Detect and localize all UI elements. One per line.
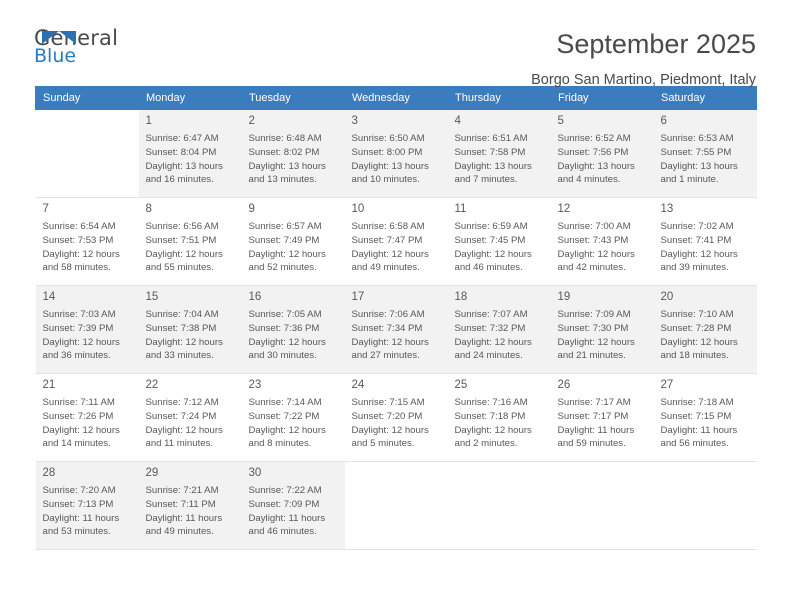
day-info: [249, 308, 339, 362]
daylight-text-cont: and 55 minutes.: [145, 262, 214, 274]
daylight-text: Daylight: 11 hours: [145, 512, 223, 524]
daylight-text: Daylight: 11 hours: [557, 424, 635, 436]
general-blue-logo: [34, 28, 118, 66]
sunset-text: Sunset: 7:28 PM: [660, 322, 732, 334]
day-info: [455, 396, 545, 450]
sunset-text: Sunset: 7:58 PM: [454, 146, 526, 158]
logo-text-blue: Blue: [34, 45, 77, 67]
day-number: 28: [42, 467, 56, 479]
sunset-text: Sunset: 8:02 PM: [248, 146, 320, 158]
daylight-text-cont: and 46 minutes.: [454, 262, 523, 274]
sunrise-text: Sunrise: 6:50 AM: [351, 133, 425, 145]
weekday-header-friday: Friday: [551, 87, 654, 110]
daylight-text-cont: and 56 minutes.: [660, 438, 729, 450]
day-number: 13: [660, 203, 674, 215]
calendar-body: [36, 110, 757, 550]
daylight-text: Daylight: 12 hours: [557, 336, 635, 348]
sunrise-text: Sunrise: 7:18 AM: [660, 397, 734, 409]
day-info: [661, 308, 751, 362]
day-info: [43, 308, 133, 362]
daylight-text: Daylight: 12 hours: [660, 336, 738, 348]
sunset-text: Sunset: 7:18 PM: [454, 410, 526, 422]
day-info: [352, 396, 442, 450]
daylight-text-cont: and 14 minutes.: [42, 438, 111, 450]
day-info: [661, 396, 751, 450]
day-number: 9: [248, 203, 255, 215]
day-number: 18: [454, 291, 468, 303]
calendar-week-row: [36, 462, 757, 550]
sunset-text: Sunset: 7:17 PM: [557, 410, 629, 422]
daylight-text-cont: and 24 minutes.: [454, 350, 523, 362]
sunset-text: Sunset: 7:36 PM: [248, 322, 320, 334]
sunrise-text: Sunrise: 7:07 AM: [454, 309, 528, 321]
calendar-day-cell[interactable]: [551, 286, 654, 374]
day-number: 19: [557, 291, 571, 303]
daylight-text-cont: and 13 minutes.: [248, 174, 317, 186]
day-info: [455, 308, 545, 362]
daylight-text: Daylight: 11 hours: [660, 424, 738, 436]
sunrise-text: Sunrise: 7:14 AM: [248, 397, 322, 409]
sunset-text: Sunset: 7:20 PM: [351, 410, 423, 422]
day-info: [249, 220, 339, 274]
daylight-text: Daylight: 11 hours: [248, 512, 326, 524]
sunrise-text: Sunrise: 6:56 AM: [145, 221, 219, 233]
day-number: 23: [248, 379, 262, 391]
daylight-text-cont: and 36 minutes.: [42, 350, 111, 362]
day-number: 8: [145, 203, 152, 215]
calendar-day-cell[interactable]: [654, 198, 757, 286]
sunrise-text: Sunrise: 7:04 AM: [145, 309, 219, 321]
daylight-text-cont: and 18 minutes.: [660, 350, 729, 362]
calendar-day-cell[interactable]: [36, 374, 139, 462]
daylight-text-cont: and 30 minutes.: [248, 350, 317, 362]
sunrise-text: Sunrise: 6:51 AM: [454, 133, 528, 145]
day-number: 20: [660, 291, 674, 303]
day-number: 21: [42, 379, 56, 391]
calendar-day-cell[interactable]: [448, 286, 551, 374]
page-title: September 2025: [556, 29, 756, 59]
calendar-empty-cell: [36, 110, 139, 198]
day-info: [43, 484, 133, 538]
calendar-day-cell[interactable]: [654, 374, 757, 462]
daylight-text: Daylight: 13 hours: [145, 160, 223, 172]
daylight-text-cont: and 7 minutes.: [454, 174, 518, 186]
sunset-text: Sunset: 7:41 PM: [660, 234, 732, 246]
daylight-text-cont: and 49 minutes.: [351, 262, 420, 274]
daylight-text-cont: and 1 minute.: [660, 174, 719, 186]
daylight-text-cont: and 11 minutes.: [145, 438, 214, 450]
day-number: 30: [248, 467, 262, 479]
weekday-header-row: [36, 87, 757, 110]
sunrise-text: Sunrise: 7:03 AM: [42, 309, 116, 321]
daylight-text: Daylight: 12 hours: [248, 424, 326, 436]
day-number: 25: [454, 379, 468, 391]
sunset-text: Sunset: 7:49 PM: [248, 234, 320, 246]
sunset-text: Sunset: 7:45 PM: [454, 234, 526, 246]
daylight-text: Daylight: 12 hours: [145, 336, 223, 348]
calendar-day-cell[interactable]: [242, 286, 345, 374]
calendar-day-cell[interactable]: [242, 110, 345, 198]
daylight-text: Daylight: 12 hours: [660, 248, 738, 260]
daylight-text: Daylight: 13 hours: [351, 160, 429, 172]
calendar-day-cell[interactable]: [242, 374, 345, 462]
sunset-text: Sunset: 7:55 PM: [660, 146, 732, 158]
sunset-text: Sunset: 7:38 PM: [145, 322, 217, 334]
calendar-day-cell[interactable]: [551, 198, 654, 286]
sunset-text: Sunset: 7:56 PM: [557, 146, 629, 158]
day-number: 12: [557, 203, 571, 215]
sunrise-text: Sunrise: 6:57 AM: [248, 221, 322, 233]
day-info: [146, 308, 236, 362]
day-info: [146, 484, 236, 538]
daylight-text-cont: and 59 minutes.: [557, 438, 626, 450]
calendar-day-cell[interactable]: [36, 462, 139, 550]
sunset-text: Sunset: 7:13 PM: [42, 498, 114, 510]
sunrise-text: Sunrise: 6:54 AM: [42, 221, 116, 233]
title-block: [531, 28, 756, 88]
daylight-text: Daylight: 12 hours: [248, 336, 326, 348]
daylight-text: Daylight: 12 hours: [145, 424, 223, 436]
daylight-text: Daylight: 12 hours: [454, 424, 532, 436]
day-info: [558, 396, 648, 450]
day-number: 5: [557, 115, 564, 127]
daylight-text: Daylight: 13 hours: [248, 160, 326, 172]
day-info: [661, 132, 751, 186]
daylight-text: Daylight: 12 hours: [145, 248, 223, 260]
page-header: [0, 0, 792, 88]
day-info: [455, 220, 545, 274]
day-info: [249, 132, 339, 186]
daylight-text: Daylight: 12 hours: [351, 336, 429, 348]
daylight-text-cont: and 33 minutes.: [145, 350, 214, 362]
calendar-week-row: [36, 374, 757, 462]
day-number: 4: [454, 115, 461, 127]
weekday-header-monday: Monday: [139, 87, 242, 110]
day-info: [146, 132, 236, 186]
sunset-text: Sunset: 8:00 PM: [351, 146, 423, 158]
daylight-text-cont: and 10 minutes.: [351, 174, 420, 186]
sunrise-text: Sunrise: 7:10 AM: [660, 309, 734, 321]
sunrise-text: Sunrise: 6:47 AM: [145, 133, 219, 145]
calendar-day-cell[interactable]: [551, 110, 654, 198]
day-number: 14: [42, 291, 56, 303]
logo-flag-icon: [42, 31, 76, 44]
calendar-day-cell[interactable]: [139, 198, 242, 286]
sunrise-text: Sunrise: 7:20 AM: [42, 485, 116, 497]
daylight-text-cont: and 27 minutes.: [351, 350, 420, 362]
weekday-header-tuesday: Tuesday: [242, 87, 345, 110]
daylight-text: Daylight: 13 hours: [454, 160, 532, 172]
sunset-text: Sunset: 7:24 PM: [145, 410, 217, 422]
sunrise-text: Sunrise: 7:02 AM: [660, 221, 734, 233]
day-info: [455, 132, 545, 186]
calendar-empty-cell: [654, 462, 757, 550]
daylight-text-cont: and 16 minutes.: [145, 174, 214, 186]
weekday-header-sunday: Sunday: [36, 87, 139, 110]
calendar-day-cell[interactable]: [242, 462, 345, 550]
day-number: 16: [248, 291, 262, 303]
logo-text-general: General: [34, 26, 119, 50]
calendar-week-row: [36, 198, 757, 286]
day-number: 3: [351, 115, 358, 127]
day-number: 7: [42, 203, 49, 215]
calendar-day-cell[interactable]: [448, 374, 551, 462]
calendar-week-row: [36, 286, 757, 374]
calendar-day-cell[interactable]: [36, 198, 139, 286]
sunset-text: Sunset: 7:09 PM: [248, 498, 320, 510]
day-info: [352, 308, 442, 362]
sunrise-text: Sunrise: 7:11 AM: [42, 397, 115, 409]
sunset-text: Sunset: 8:04 PM: [145, 146, 217, 158]
calendar-day-cell[interactable]: [242, 198, 345, 286]
daylight-text-cont: and 52 minutes.: [248, 262, 317, 274]
sunset-text: Sunset: 7:51 PM: [145, 234, 217, 246]
sunset-text: Sunset: 7:53 PM: [42, 234, 114, 246]
day-number: 15: [145, 291, 159, 303]
weekday-header-saturday: Saturday: [654, 87, 757, 110]
sunrise-text: Sunrise: 7:05 AM: [248, 309, 322, 321]
daylight-text-cont: and 42 minutes.: [557, 262, 626, 274]
daylight-text: Daylight: 12 hours: [248, 248, 326, 260]
calendar-empty-cell: [448, 462, 551, 550]
day-info: [146, 220, 236, 274]
day-info: [352, 132, 442, 186]
daylight-text-cont: and 46 minutes.: [248, 526, 317, 538]
day-number: 6: [660, 115, 667, 127]
sunrise-text: Sunrise: 7:12 AM: [145, 397, 219, 409]
calendar-day-cell[interactable]: [36, 286, 139, 374]
day-number: 29: [145, 467, 159, 479]
location-subtitle: Borgo San Martino, Piedmont, Italy: [531, 71, 756, 88]
sunset-text: Sunset: 7:32 PM: [454, 322, 526, 334]
sunrise-text: Sunrise: 6:58 AM: [351, 221, 425, 233]
day-number: 17: [351, 291, 365, 303]
day-number: 2: [248, 115, 255, 127]
sunrise-text: Sunrise: 6:48 AM: [248, 133, 322, 145]
calendar-day-cell[interactable]: [654, 110, 757, 198]
daylight-text-cont: and 39 minutes.: [660, 262, 729, 274]
day-number: 22: [145, 379, 159, 391]
sunrise-text: Sunrise: 7:06 AM: [351, 309, 425, 321]
calendar-day-cell[interactable]: [448, 198, 551, 286]
daylight-text: Daylight: 13 hours: [557, 160, 635, 172]
sunrise-text: Sunrise: 6:53 AM: [660, 133, 734, 145]
day-info: [661, 220, 751, 274]
sunrise-text: Sunrise: 7:00 AM: [557, 221, 631, 233]
sunset-text: Sunset: 7:47 PM: [351, 234, 423, 246]
sunset-text: Sunset: 7:43 PM: [557, 234, 629, 246]
calendar-day-cell[interactable]: [139, 286, 242, 374]
daylight-text-cont: and 49 minutes.: [145, 526, 214, 538]
day-info: [146, 396, 236, 450]
daylight-text: Daylight: 11 hours: [42, 512, 120, 524]
daylight-text-cont: and 4 minutes.: [557, 174, 621, 186]
sunrise-text: Sunrise: 7:15 AM: [351, 397, 425, 409]
day-number: 26: [557, 379, 571, 391]
daylight-text-cont: and 8 minutes.: [248, 438, 312, 450]
day-info: [249, 484, 339, 538]
weekday-header-thursday: Thursday: [448, 87, 551, 110]
daylight-text: Daylight: 12 hours: [557, 248, 635, 260]
calendar-day-cell[interactable]: [551, 374, 654, 462]
daylight-text: Daylight: 12 hours: [454, 336, 532, 348]
daylight-text-cont: and 21 minutes.: [557, 350, 626, 362]
daylight-text-cont: and 2 minutes.: [454, 438, 518, 450]
sunrise-text: Sunrise: 6:52 AM: [557, 133, 631, 145]
sunset-text: Sunset: 7:11 PM: [145, 498, 216, 510]
day-number: 10: [351, 203, 365, 215]
daylight-text: Daylight: 12 hours: [42, 336, 120, 348]
day-info: [249, 396, 339, 450]
day-number: 11: [454, 203, 467, 215]
calendar-day-cell[interactable]: [139, 110, 242, 198]
calendar-day-cell[interactable]: [345, 286, 448, 374]
calendar-empty-cell: [345, 462, 448, 550]
daylight-text: Daylight: 12 hours: [42, 248, 120, 260]
calendar-day-cell[interactable]: [345, 198, 448, 286]
day-info: [558, 220, 648, 274]
day-info: [43, 396, 133, 450]
sunset-text: Sunset: 7:15 PM: [660, 410, 732, 422]
calendar-empty-cell: [551, 462, 654, 550]
sunset-text: Sunset: 7:39 PM: [42, 322, 114, 334]
daylight-text: Daylight: 12 hours: [351, 248, 429, 260]
calendar-day-cell[interactable]: [345, 374, 448, 462]
calendar-day-cell[interactable]: [139, 374, 242, 462]
sunrise-text: Sunrise: 6:59 AM: [454, 221, 528, 233]
sunrise-text: Sunrise: 7:16 AM: [454, 397, 528, 409]
sunrise-text: Sunrise: 7:21 AM: [145, 485, 219, 497]
day-info: [558, 308, 648, 362]
sunset-text: Sunset: 7:34 PM: [351, 322, 423, 334]
daylight-text: Daylight: 12 hours: [454, 248, 532, 260]
day-number: 24: [351, 379, 365, 391]
daylight-text-cont: and 53 minutes.: [42, 526, 111, 538]
calendar-week-row: [36, 110, 757, 198]
calendar-day-cell[interactable]: [139, 462, 242, 550]
sunrise-text: Sunrise: 7:09 AM: [557, 309, 631, 321]
weekday-header-wednesday: Wednesday: [345, 87, 448, 110]
calendar-day-cell[interactable]: [654, 286, 757, 374]
day-number: 1: [145, 115, 152, 127]
sunrise-text: Sunrise: 7:17 AM: [557, 397, 631, 409]
day-info: [43, 220, 133, 274]
daylight-text-cont: and 58 minutes.: [42, 262, 111, 274]
daylight-text: Daylight: 12 hours: [351, 424, 429, 436]
calendar-day-cell[interactable]: [448, 110, 551, 198]
sunrise-text: Sunrise: 7:22 AM: [248, 485, 322, 497]
calendar-day-cell[interactable]: [345, 110, 448, 198]
daylight-text-cont: and 5 minutes.: [351, 438, 415, 450]
sunset-text: Sunset: 7:30 PM: [557, 322, 629, 334]
daylight-text: Daylight: 13 hours: [660, 160, 738, 172]
daylight-text: Daylight: 12 hours: [42, 424, 120, 436]
sunset-text: Sunset: 7:26 PM: [42, 410, 114, 422]
sunset-text: Sunset: 7:22 PM: [248, 410, 320, 422]
day-number: 27: [660, 379, 674, 391]
day-info: [558, 132, 648, 186]
day-info: [352, 220, 442, 274]
calendar-table: [35, 86, 757, 550]
